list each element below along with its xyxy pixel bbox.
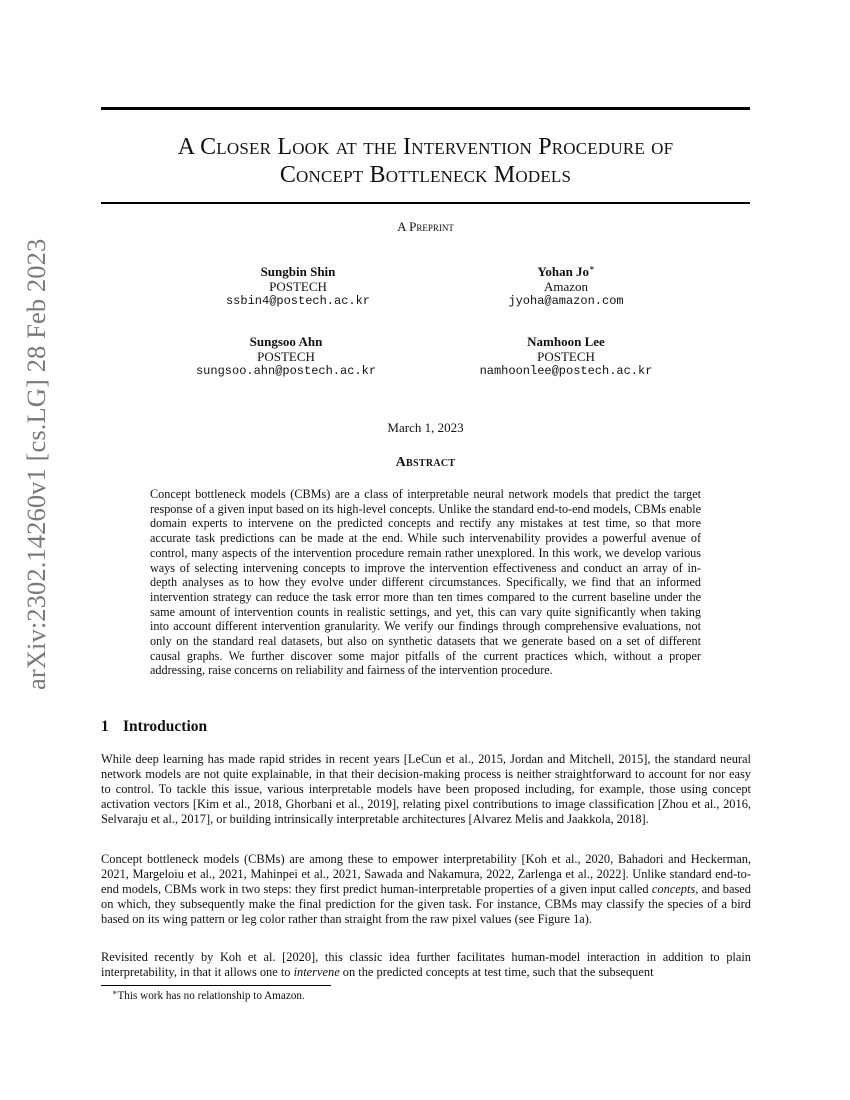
author-block [436, 264, 696, 309]
footnote-marker[interactable]: ∗ [589, 263, 595, 273]
section-number: 1 [101, 718, 109, 735]
section-title: Introduction [123, 718, 208, 735]
author-email[interactable]: namhoonlee@postech.ac.kr [479, 364, 653, 378]
abstract-heading: Abstract [395, 455, 456, 470]
paper-title [101, 133, 750, 189]
abstract-text: Concept bottleneck models (CBMs) are a class of interpretable neural network models that predict the target response of a given input based on its high-level concepts. Unlike the standard end-to-end models, CBMs enable domain experts to intervene on the predicted concepts and rectify any mistakes at test time, so that more accurate task predictions can be made at the end. While such intervenability provides a powerful avenue of control, many aspects of the intervention procedure remain rather unexplored. In this work, we develop various ways of selecting intervening concepts to improve the intervention effectiveness and conduct an array of in-depth analyses as to how they evolve under different circumstances. Specifically, we find that an informed intervention strategy can reduce the task error more than ten times compared to the current baseline under the same amount of intervention counts in realistic settings, and yet, this can vary quite significantly when taking into account different intervention granularity. We verify our findings through comprehensive evaluations, not only on the standard real datasets, but also on synthetic datasets that we generate based on a set of different causal graphs. We further discover some major pitfalls of the current practices which, without a proper addressing, raise concerns on reliability and fairness of the intervention procedure. [150, 487, 701, 678]
author-name: Sungbin Shin [260, 264, 336, 279]
author-block [156, 334, 416, 379]
emphasis-intervene: intervene [293, 965, 340, 980]
author-email[interactable]: sungsoo.ahn@postech.ac.kr [195, 364, 377, 378]
section-heading-introduction [101, 718, 207, 736]
author-name: Namhoon Lee [527, 334, 605, 349]
author-affiliation: POSTECH [257, 349, 315, 364]
footnote-mark: ∗ [112, 988, 118, 997]
footnote [112, 990, 305, 1002]
paper-date: March 1, 2023 [387, 420, 464, 435]
author-email[interactable]: ssbin4@postech.ac.kr [225, 294, 371, 308]
author-block [436, 334, 696, 379]
author-email[interactable]: jyoha@amazon.com [508, 294, 624, 308]
arxiv-identifier: arXiv:2302.14260v1 [cs.LG] 28 Feb 2023 [21, 238, 51, 690]
intro-paragraph-2: Concept bottleneck models (CBMs) are among these to empower interpretability [Koh et al., 2020, Bahadori and Heckerman, 2021, Margeloiu et al., 2021, Mahinpei et al., 2021, Sawada and Nakamura, 2022, Zarlenga et al., 2022]. Unlike standard end-to-end models, CBMs work in two steps: they first predict human-interpretable properties of a given input called concepts, and based on which, they subsequently make the final prediction for the given task. For instance, CBMs may classify the species of a bird based on its wing pattern or leg color rather than straight from the raw pixel values (see Figure 1a). [101, 852, 751, 927]
emphasis-concepts: concepts [651, 882, 696, 897]
paper-title-line-1: A Closer Look at the Intervention Procedure of [177, 134, 674, 160]
title-top-rule [101, 107, 750, 110]
paper-title-line-2: Concept Bottleneck Models [279, 162, 572, 188]
preprint-label: A Preprint [397, 219, 454, 234]
footnote-rule [101, 985, 331, 986]
intro-paragraph-3: Revisited recently by Koh et al. [2020], this classic idea further facilitates human-model interaction in addition to plain interpretability, in that it allows one to intervene on the predicted concepts at test time, such that the subsequent [101, 950, 751, 980]
author-block [168, 264, 428, 309]
footnote-text: This work has no relationship to Amazon. [117, 990, 305, 1002]
title-bottom-rule [101, 202, 750, 204]
author-name: Yohan Jo∗ [537, 263, 595, 279]
author-name: Sungsoo Ahn [249, 334, 323, 349]
author-affiliation: POSTECH [537, 349, 595, 364]
author-affiliation: Amazon [543, 279, 589, 294]
author-affiliation: POSTECH [269, 279, 327, 294]
intro-paragraph-1: While deep learning has made rapid strides in recent years [LeCun et al., 2015, Jordan and Mitchell, 2015], the standard neural network models are not quite explainable, in that their decision-making process is neither straightforward to account for nor easy to control. To tackle this issue, various interpretable models have been proposed including, for example, those using concept activation vectors [Kim et al., 2018, Ghorbani et al., 2019], relating pixel contributions to image classification [Zhou et al., 2016, Selvaraju et al., 2017], or building intrinsically interpretable architectures [Alvarez Melis and Jaakkola, 2018]. [101, 752, 751, 827]
